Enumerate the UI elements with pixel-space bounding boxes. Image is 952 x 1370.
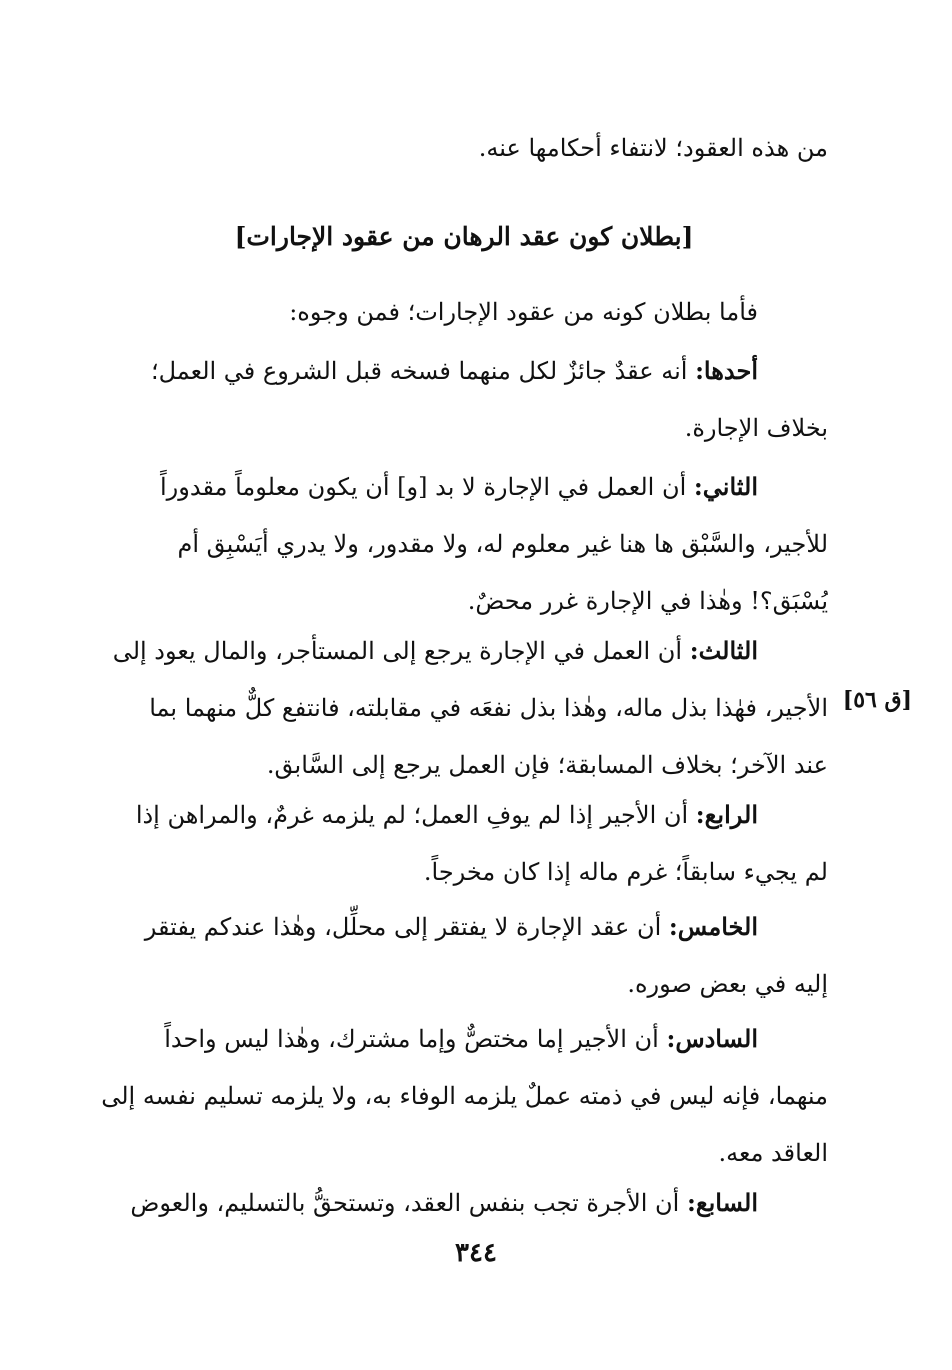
point-line: الأجير، فهٰذا بذل ماله، وهٰذا بذل نفعَه في مقابلته، فانتفع كلٌّ منهما بما — [149, 694, 828, 722]
point-line: لم يجيء سابقاً؛ غرم ماله إذا كان مخرجاً. — [423, 858, 828, 886]
point-text: أن الأجير إما مختصٌّ وإما مشترك، وهٰذا ليس واحداً — [164, 1025, 659, 1053]
point-line: بخلاف الإجارة. — [684, 414, 828, 442]
point-line — [100, 622, 828, 680]
point-label: الخامس: — [668, 912, 758, 941]
point-text: أن العمل في الإجارة لا بد [و] أن يكون معلوماً مقدوراً — [160, 473, 687, 501]
continuation-line: من هذه العقود؛ لانتفاء أحكامها عنه. — [478, 134, 828, 162]
point-paragraph-2 — [100, 458, 828, 630]
point-paragraph-4 — [100, 786, 828, 901]
point-line — [100, 786, 828, 844]
section-heading: [بطلان كون عقد الرهان من عقود الإجارات] — [234, 222, 694, 251]
point-paragraph-1 — [100, 342, 828, 457]
point-line: منهما، فإنه ليس في ذمته عملٌ يلزمه الوفاء به، ولا يلزمه تسليم نفسه إلى — [101, 1082, 828, 1110]
point-label: الثاني: — [693, 472, 758, 501]
point-label: السادس: — [666, 1024, 758, 1053]
point-text: أن الأجرة تجب بنفس العقد، وتستحقُّ بالتسليم، والعوض — [130, 1189, 680, 1217]
point-paragraph-3 — [100, 622, 828, 794]
point-line: يُسْبَق؟! وهٰذا في الإجارة غرر محضٌ. — [467, 587, 828, 615]
point-line: للأجير، والسَّبْق ها هنا غير معلوم له، ولا مقدور، ولا يدري أيَسْبِق أم — [177, 530, 828, 558]
point-text: أن العمل في الإجارة يرجع إلى المستأجر، والمال يعود إلى — [112, 637, 683, 665]
point-label: السابع: — [686, 1188, 758, 1217]
point-line — [100, 458, 828, 516]
point-label: أحدها: — [695, 356, 758, 385]
intro-line: فأما بطلان كونه من عقود الإجارات؛ فمن وجوه: — [289, 298, 758, 326]
point-text: أن الأجير إذا لم يوفِ العمل؛ لم يلزمه غرمٌ، والمراهن إذا — [135, 801, 689, 829]
intro-paragraph — [100, 284, 828, 341]
point-line — [100, 1174, 828, 1232]
point-label: الرابع: — [695, 800, 758, 829]
point-line: العاقد معه. — [718, 1139, 828, 1167]
manuscript-folio-note: [ق ٥٦] — [842, 687, 912, 713]
continuation-paragraph — [100, 120, 828, 177]
point-text: أن عقد الإجارة لا يفتقر إلى محلِّل، وهٰذا عندكم يفتقر — [144, 913, 662, 941]
point-line — [100, 898, 828, 956]
point-line: عند الآخر؛ بخلاف المسابقة؛ فإن العمل يرجع إلى السَّابق. — [266, 751, 828, 779]
page-number: ٣٤٤ — [455, 1238, 497, 1268]
point-label: الثالث: — [689, 636, 758, 665]
point-line: إليه في بعض صوره. — [627, 970, 828, 998]
point-paragraph-7 — [100, 1174, 828, 1232]
point-line — [100, 1010, 828, 1068]
point-paragraph-5 — [100, 898, 828, 1013]
point-line — [100, 342, 828, 400]
point-paragraph-6 — [100, 1010, 828, 1182]
point-text: أنه عقدٌ جائزٌ لكل منهما فسخه قبل الشروع في العمل؛ — [150, 357, 688, 385]
